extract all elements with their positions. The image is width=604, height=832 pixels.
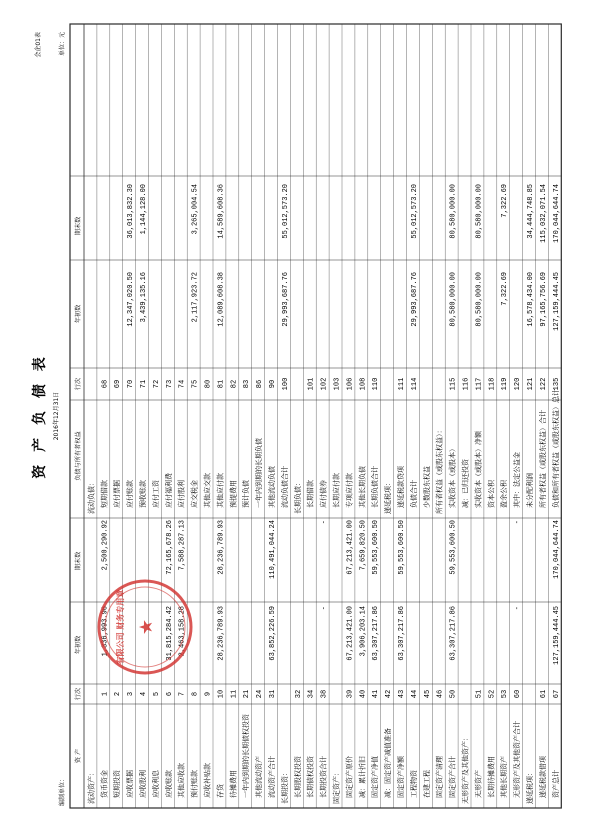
liability-row-line-number: 117 bbox=[475, 377, 484, 391]
liability-row bbox=[138, 184, 148, 508]
liability-row-line-number: 83 bbox=[243, 379, 252, 389]
asset-row-line-number: 42 bbox=[385, 689, 394, 699]
liability-row-year-start: 2,117,923.72 bbox=[191, 272, 200, 323]
unit-label: 单位：元 bbox=[59, 32, 66, 57]
liability-row-line-number: 119 bbox=[501, 377, 510, 391]
asset-row-name: 无形资产及其他资产合计 bbox=[513, 721, 522, 798]
asset-row bbox=[486, 690, 496, 798]
asset-row-period-end: 59,553,600.50 bbox=[398, 520, 406, 575]
asset-row bbox=[512, 520, 522, 798]
asset-row bbox=[293, 690, 303, 798]
liability-row-year-start: 29,993,687.76 bbox=[281, 272, 290, 327]
page-title: 资 产 负 债 表 bbox=[32, 353, 48, 479]
liability-row-name: 其他应交款 bbox=[203, 473, 212, 508]
asset-row-line-number: 45 bbox=[423, 689, 432, 699]
asset-row-period-end: 170,044,644.74 bbox=[552, 520, 561, 579]
liability-row bbox=[473, 184, 483, 508]
liability-row-name: 资本公积 bbox=[487, 480, 496, 508]
asset-row-name: 长期投资： bbox=[280, 769, 289, 804]
asset-row bbox=[461, 734, 470, 804]
col-header-liability: 负债与所有者权益 bbox=[75, 431, 82, 481]
liability-row-period-end: 1,144,128.00 bbox=[140, 184, 148, 235]
asset-row-name: 一年内到期的长期债权投资 bbox=[242, 714, 251, 798]
asset-row bbox=[499, 690, 509, 798]
liability-row-line-number: 111 bbox=[398, 377, 406, 391]
asset-row-line-number: 34 bbox=[307, 689, 316, 699]
liability-row-period-end: 55,012,573.20 bbox=[410, 184, 419, 239]
liability-row-line-number: 69 bbox=[114, 379, 123, 389]
asset-row bbox=[448, 520, 458, 798]
liability-row-line-number: 73 bbox=[165, 379, 174, 389]
liability-row-name: 一年内到期的长期负债 bbox=[255, 438, 264, 508]
liability-row-year-start: 7,322.69 bbox=[501, 272, 510, 306]
asset-row-line-number: 5 bbox=[152, 691, 161, 697]
liability-row bbox=[499, 184, 509, 508]
liability-row-name: 少数股东权益 bbox=[422, 466, 431, 508]
liability-row-name: 长期负债合计 bbox=[371, 466, 380, 508]
liability-row-year-start: 12,347,020.50 bbox=[127, 272, 136, 327]
asset-row bbox=[138, 692, 148, 798]
asset-row bbox=[344, 520, 354, 798]
liability-row-name: 减：已归还投资 bbox=[461, 459, 470, 508]
liability-row-line-number: 122 bbox=[539, 377, 548, 391]
asset-row-name: 货币资金 bbox=[100, 770, 109, 798]
asset-row bbox=[435, 690, 445, 798]
asset-row-period-end: - bbox=[320, 520, 329, 525]
liability-row-line-number: 68 bbox=[101, 379, 110, 389]
col-header-asset: 资 产 bbox=[75, 748, 82, 764]
asset-row-year-start: 63,307,217.86 bbox=[372, 606, 381, 661]
liability-row bbox=[112, 380, 122, 508]
col-header-period-end: 期末数 bbox=[75, 551, 82, 571]
liability-row-line-number: 115 bbox=[449, 377, 458, 391]
asset-row-line-number: 53 bbox=[501, 689, 510, 699]
liability-row-year-start: 80,580,000.00 bbox=[475, 272, 484, 327]
liability-row bbox=[280, 184, 290, 508]
asset-row bbox=[422, 690, 432, 798]
asset-row bbox=[357, 520, 367, 798]
top-right-note: 会企01表 bbox=[35, 32, 42, 58]
liability-row-name: 其中：法定公益金 bbox=[513, 452, 522, 508]
liability-row bbox=[177, 380, 187, 508]
asset-row-year-start: - bbox=[320, 606, 329, 611]
asset-row-line-number: 4 bbox=[140, 691, 148, 697]
asset-row-name: 减：累计折旧 bbox=[358, 756, 367, 798]
asset-row-period-end: 2,500,290.92 bbox=[101, 520, 110, 571]
liability-row-name: 应付账款 bbox=[126, 480, 135, 508]
liability-row-name: 实收资本（或股本） bbox=[448, 445, 457, 508]
liability-row-line-number: 118 bbox=[488, 377, 497, 391]
liability-row bbox=[293, 479, 302, 514]
liability-row-name: 负债和所有者权益（或股东权益）总计 bbox=[551, 389, 560, 508]
asset-row-year-start: - bbox=[514, 606, 523, 611]
liability-row bbox=[190, 184, 200, 508]
svg-text:★: ★ bbox=[136, 618, 157, 636]
liability-row-line-number: 101 bbox=[307, 377, 316, 391]
liability-row-line-number: 106 bbox=[346, 377, 355, 391]
asset-row-period-end: 59,553,600.50 bbox=[372, 520, 381, 575]
liability-row-line-number: 102 bbox=[320, 377, 329, 391]
liability-row bbox=[332, 378, 342, 508]
asset-row bbox=[409, 690, 419, 798]
asset-row-line-number: 52 bbox=[488, 689, 497, 699]
asset-row-period-end: 28,236,789.93 bbox=[217, 520, 226, 575]
liability-row-line-number: 114 bbox=[410, 377, 419, 391]
liability-row-period-end: 80,580,000.00 bbox=[449, 184, 458, 239]
asset-row bbox=[267, 520, 277, 798]
liability-row bbox=[409, 184, 419, 508]
liability-row-line-number: 75 bbox=[191, 379, 200, 389]
liability-row-line-number: 103 bbox=[333, 377, 342, 391]
liability-row-year-start: 127,159,444.45 bbox=[552, 272, 561, 331]
asset-row-name: 递延税项： bbox=[526, 769, 534, 804]
liability-row bbox=[344, 378, 354, 508]
asset-row bbox=[203, 692, 213, 798]
asset-row-year-start: 67,213,421.00 bbox=[346, 606, 355, 661]
asset-row-name: 流动资产： bbox=[87, 769, 96, 804]
liability-row-line-number: 80 bbox=[204, 379, 213, 389]
asset-row bbox=[228, 690, 238, 798]
company-seal bbox=[99, 581, 191, 673]
asset-row-name: 其他长期资产 bbox=[500, 756, 509, 798]
liability-row bbox=[306, 378, 316, 508]
liability-row-line-number: 120 bbox=[514, 377, 523, 391]
asset-row-line-number: 44 bbox=[410, 689, 419, 699]
asset-row-line-number: 40 bbox=[359, 689, 368, 699]
liability-row-period-end: 34,444,748.85 bbox=[527, 184, 535, 239]
asset-row-year-start: 1,336,993.96 bbox=[101, 606, 110, 657]
asset-row-name: 其他流动资产 bbox=[255, 756, 264, 798]
asset-row-period-end: 7,588,287.13 bbox=[178, 520, 187, 571]
asset-row-name: 固定资产净额 bbox=[397, 756, 405, 798]
asset-row bbox=[396, 520, 406, 798]
asset-row-year-start: 31,815,284.42 bbox=[165, 606, 174, 661]
asset-row-line-number: 3 bbox=[127, 691, 136, 697]
asset-row bbox=[215, 520, 225, 798]
liability-row bbox=[125, 184, 135, 508]
liability-row bbox=[228, 380, 238, 508]
asset-row-name: 流动资产合计 bbox=[268, 756, 276, 798]
asset-row-line-number: 31 bbox=[269, 689, 277, 699]
liability-row bbox=[525, 184, 535, 508]
asset-row bbox=[473, 690, 483, 798]
asset-row-line-number: 7 bbox=[178, 691, 187, 697]
liability-row bbox=[486, 378, 496, 508]
asset-row-name: 工程物资 bbox=[409, 770, 418, 798]
liability-row-name: 所有者权益（或股东权益）： bbox=[435, 426, 444, 514]
liability-row-name: 长期应付款 bbox=[332, 473, 341, 508]
seal-text: 有限公司 财务专用章 bbox=[116, 589, 125, 665]
asset-row-year-start: 2,463,158.28 bbox=[178, 606, 187, 657]
asset-row bbox=[551, 520, 561, 798]
liability-row bbox=[538, 184, 548, 508]
asset-row-name: 固定资产： bbox=[332, 769, 341, 804]
liability-row-year-start: 12,089,608.38 bbox=[217, 272, 226, 327]
asset-row-name: 减：固定资产减值准备 bbox=[384, 728, 393, 798]
asset-row-name: 短期投资 bbox=[113, 770, 122, 798]
asset-row-name: 应收票据 bbox=[126, 770, 135, 798]
asset-row-name: 长期投资合计 bbox=[319, 756, 328, 798]
liability-row-name: 其他长期负债 bbox=[358, 466, 367, 508]
liability-row-name: 应付股利 bbox=[177, 480, 186, 508]
liability-row-name: 流动负债： bbox=[87, 479, 96, 514]
liability-row-period-end: 36,013,832.30 bbox=[127, 184, 136, 239]
liability-row bbox=[396, 378, 406, 508]
asset-row-name: 其他应收款 bbox=[177, 763, 186, 798]
asset-row-name: 固定资产净值 bbox=[371, 756, 380, 798]
liability-row-year-start: 3,439,135.16 bbox=[140, 272, 148, 323]
asset-row bbox=[86, 769, 95, 804]
liability-row-name: 专项应付款 bbox=[345, 473, 354, 508]
liability-row-line-number: 135 bbox=[552, 377, 561, 391]
asset-row-name: 无形资产 bbox=[474, 770, 483, 798]
asset-row-name: 存货 bbox=[216, 784, 225, 798]
asset-row bbox=[538, 690, 548, 798]
liability-row-line-number: 70 bbox=[127, 379, 136, 389]
liability-row-line-number: 74 bbox=[178, 379, 187, 389]
liability-row-period-end: 7,322.69 bbox=[501, 184, 510, 218]
asset-row-line-number: 6 bbox=[165, 691, 174, 697]
liability-row-period-end: 170,044,644.74 bbox=[552, 184, 561, 243]
liability-row-name: 所有者权益（或股东权益）合计 bbox=[538, 410, 547, 508]
liability-row-line-number: 72 bbox=[152, 379, 161, 389]
asset-row bbox=[319, 520, 329, 798]
liability-row bbox=[254, 380, 264, 508]
asset-row-line-number: 38 bbox=[320, 689, 329, 699]
asset-row-name: 资产总计 bbox=[551, 770, 560, 798]
liability-row-name: 预计负债 bbox=[242, 480, 251, 508]
liability-row-line-number: 90 bbox=[269, 379, 277, 389]
asset-row-name: 递延税款借项 bbox=[538, 756, 547, 798]
liability-row-name: 预收账款 bbox=[139, 480, 147, 508]
liability-row-year-start: 16,578,434.00 bbox=[527, 272, 535, 327]
liability-row-year-start: 97,165,756.69 bbox=[539, 272, 548, 327]
asset-row bbox=[112, 692, 122, 798]
asset-row-line-number: 46 bbox=[436, 689, 445, 699]
asset-row-name: 在建工程 bbox=[422, 770, 431, 798]
liability-row-name: 应交税金 bbox=[190, 480, 199, 508]
liability-row-name: 盈余公积 bbox=[500, 480, 509, 508]
liability-row-period-end: 14,589,608.36 bbox=[217, 184, 226, 239]
asset-row-name: 长期债权投资 bbox=[306, 756, 315, 798]
liability-row-name: 应付债券 bbox=[319, 480, 328, 508]
liability-row-line-number: 108 bbox=[359, 377, 368, 391]
asset-row bbox=[383, 690, 393, 798]
liability-row bbox=[99, 380, 109, 508]
liability-row-name: 实收资本（或股本）净额 bbox=[474, 431, 483, 508]
asset-row-line-number: 11 bbox=[230, 689, 239, 699]
asset-row-line-number: 67 bbox=[552, 689, 561, 699]
liability-row-year-start: 80,580,000.00 bbox=[449, 272, 458, 327]
liability-row bbox=[370, 378, 380, 508]
asset-row-name: 应收利息 bbox=[151, 770, 160, 798]
asset-row-line-number: 41 bbox=[372, 689, 381, 699]
prepared-by-label: 编制单位： bbox=[59, 775, 66, 806]
asset-row bbox=[125, 692, 135, 798]
asset-row bbox=[241, 690, 251, 798]
asset-row-name: 待摊费用 bbox=[229, 770, 238, 798]
asset-row-year-start: 63,852,226.59 bbox=[269, 606, 277, 661]
asset-row-line-number: 61 bbox=[539, 689, 548, 699]
liability-row bbox=[267, 380, 277, 508]
asset-row-line-number: 43 bbox=[398, 689, 406, 699]
asset-row-year-start: 63,307,217.86 bbox=[398, 606, 406, 661]
asset-row-line-number: 60 bbox=[514, 689, 523, 699]
col-header-year-start-2: 年初数 bbox=[75, 304, 82, 324]
liability-row-year-start: 29,993,687.76 bbox=[410, 272, 419, 327]
asset-row-period-end: - bbox=[514, 520, 523, 525]
asset-row-year-start: 63,307,217.86 bbox=[449, 606, 458, 661]
asset-row-line-number: 1 bbox=[101, 691, 110, 697]
col-header-line: 行次 bbox=[75, 687, 82, 701]
asset-row-period-end: 7,659,820.50 bbox=[359, 520, 368, 571]
liability-row-name: 应付票据 bbox=[113, 480, 122, 508]
liability-row bbox=[448, 184, 458, 508]
liability-row-name: 短期借款 bbox=[100, 480, 109, 508]
liability-row bbox=[383, 479, 392, 514]
liability-row bbox=[512, 378, 522, 508]
asset-row-period-end: 59,553,600.50 bbox=[449, 520, 458, 575]
report-date: 2016年12月31日 bbox=[53, 391, 60, 441]
asset-row bbox=[254, 690, 264, 798]
liability-row-name: 应付福利费 bbox=[164, 473, 173, 508]
asset-row-name: 固定资产清理 bbox=[435, 756, 444, 798]
asset-row bbox=[99, 520, 109, 798]
asset-row-name: 长期股权投资 bbox=[293, 756, 302, 798]
liability-row bbox=[319, 378, 329, 508]
asset-row-period-end: 110,491,044.24 bbox=[269, 520, 277, 579]
liability-row-name: 递延税款贷项 bbox=[397, 466, 405, 508]
liability-row-line-number: 82 bbox=[230, 379, 239, 389]
col-header-line-2: 行次 bbox=[75, 377, 82, 391]
liability-row bbox=[203, 380, 213, 508]
liability-row-name: 其他应付款 bbox=[216, 473, 225, 508]
asset-row-year-start: 28,236,789.93 bbox=[217, 606, 226, 661]
liability-row-period-end: 80,580,000.00 bbox=[475, 184, 484, 239]
liability-row-name: 递延税项： bbox=[384, 479, 393, 514]
liability-row-line-number: 71 bbox=[140, 379, 148, 389]
asset-row-period-end: 67,213,421.00 bbox=[346, 520, 355, 575]
liability-row-name: 预提费用 bbox=[229, 480, 238, 508]
asset-row-name: 应收股利 bbox=[139, 770, 147, 798]
liability-row-line-number: 100 bbox=[281, 377, 290, 391]
asset-row-name: 无形资产及其他资产： bbox=[461, 734, 470, 804]
liability-row-name: 未分配利润 bbox=[526, 473, 534, 508]
asset-row-line-number: 50 bbox=[449, 689, 458, 699]
liability-row bbox=[241, 380, 251, 508]
liability-row-period-end: 55,012,573.20 bbox=[281, 184, 290, 239]
asset-row-name: 长期待摊费用 bbox=[487, 756, 496, 798]
liability-row-name: 流动负债合计 bbox=[280, 466, 289, 508]
asset-row-line-number: 39 bbox=[346, 689, 355, 699]
asset-row bbox=[370, 520, 380, 798]
asset-row bbox=[190, 692, 200, 798]
asset-row-name: 应收账款 bbox=[164, 770, 173, 798]
liability-row-period-end: 115,032,071.54 bbox=[539, 184, 548, 243]
liability-row-line-number: 116 bbox=[462, 377, 471, 391]
liability-row bbox=[151, 380, 161, 508]
asset-row-line-number: 8 bbox=[191, 691, 200, 697]
asset-row-period-end: 72,165,678.26 bbox=[165, 520, 174, 575]
asset-row-line-number: 24 bbox=[256, 689, 265, 699]
asset-row-year-start: 3,906,203.14 bbox=[359, 606, 368, 657]
liability-row-name: 其他流动负债 bbox=[268, 466, 276, 508]
asset-row-name: 应收补贴款 bbox=[203, 763, 212, 798]
col-header-year-start: 年初数 bbox=[75, 635, 82, 655]
asset-row bbox=[151, 692, 161, 798]
liability-row-name: 长期负债： bbox=[293, 479, 302, 514]
asset-row-line-number: 2 bbox=[114, 691, 123, 697]
asset-row-line-number: 21 bbox=[243, 689, 252, 699]
asset-row bbox=[332, 769, 341, 804]
asset-row-line-number: 9 bbox=[204, 691, 213, 697]
liability-row bbox=[215, 184, 225, 508]
asset-row bbox=[306, 690, 316, 798]
asset-row-line-number: 10 bbox=[217, 689, 226, 699]
asset-row-line-number: 32 bbox=[294, 689, 303, 699]
asset-row bbox=[280, 769, 289, 804]
liability-row-name: 应付工资 bbox=[151, 480, 160, 508]
liability-row-name: 长期借款 bbox=[306, 480, 315, 508]
liability-row-line-number: 81 bbox=[217, 379, 226, 389]
liability-row bbox=[461, 378, 471, 508]
liability-row-line-number: 86 bbox=[256, 379, 265, 389]
liability-row-line-number: 110 bbox=[372, 377, 381, 391]
liability-row bbox=[357, 378, 367, 508]
asset-row-name: 预付账款 bbox=[190, 770, 199, 798]
col-header-period-end-2: 期末数 bbox=[75, 216, 82, 236]
liability-row-name: 负债合计 bbox=[409, 480, 418, 508]
liability-row-line-number: 121 bbox=[527, 377, 535, 391]
liability-row-period-end: 3,265,004.54 bbox=[191, 184, 200, 235]
liability-row bbox=[551, 184, 561, 508]
liability-row bbox=[86, 479, 95, 514]
liability-row bbox=[435, 427, 444, 515]
liability-row bbox=[422, 466, 431, 508]
asset-row-line-number: 51 bbox=[475, 689, 484, 699]
asset-row bbox=[525, 769, 534, 804]
asset-row-name: 固定资产合计 bbox=[448, 756, 457, 798]
asset-row-name: 固定资产原价 bbox=[345, 756, 354, 798]
asset-row-year-start: 127,159,444.45 bbox=[552, 606, 561, 665]
liability-row bbox=[164, 380, 174, 508]
